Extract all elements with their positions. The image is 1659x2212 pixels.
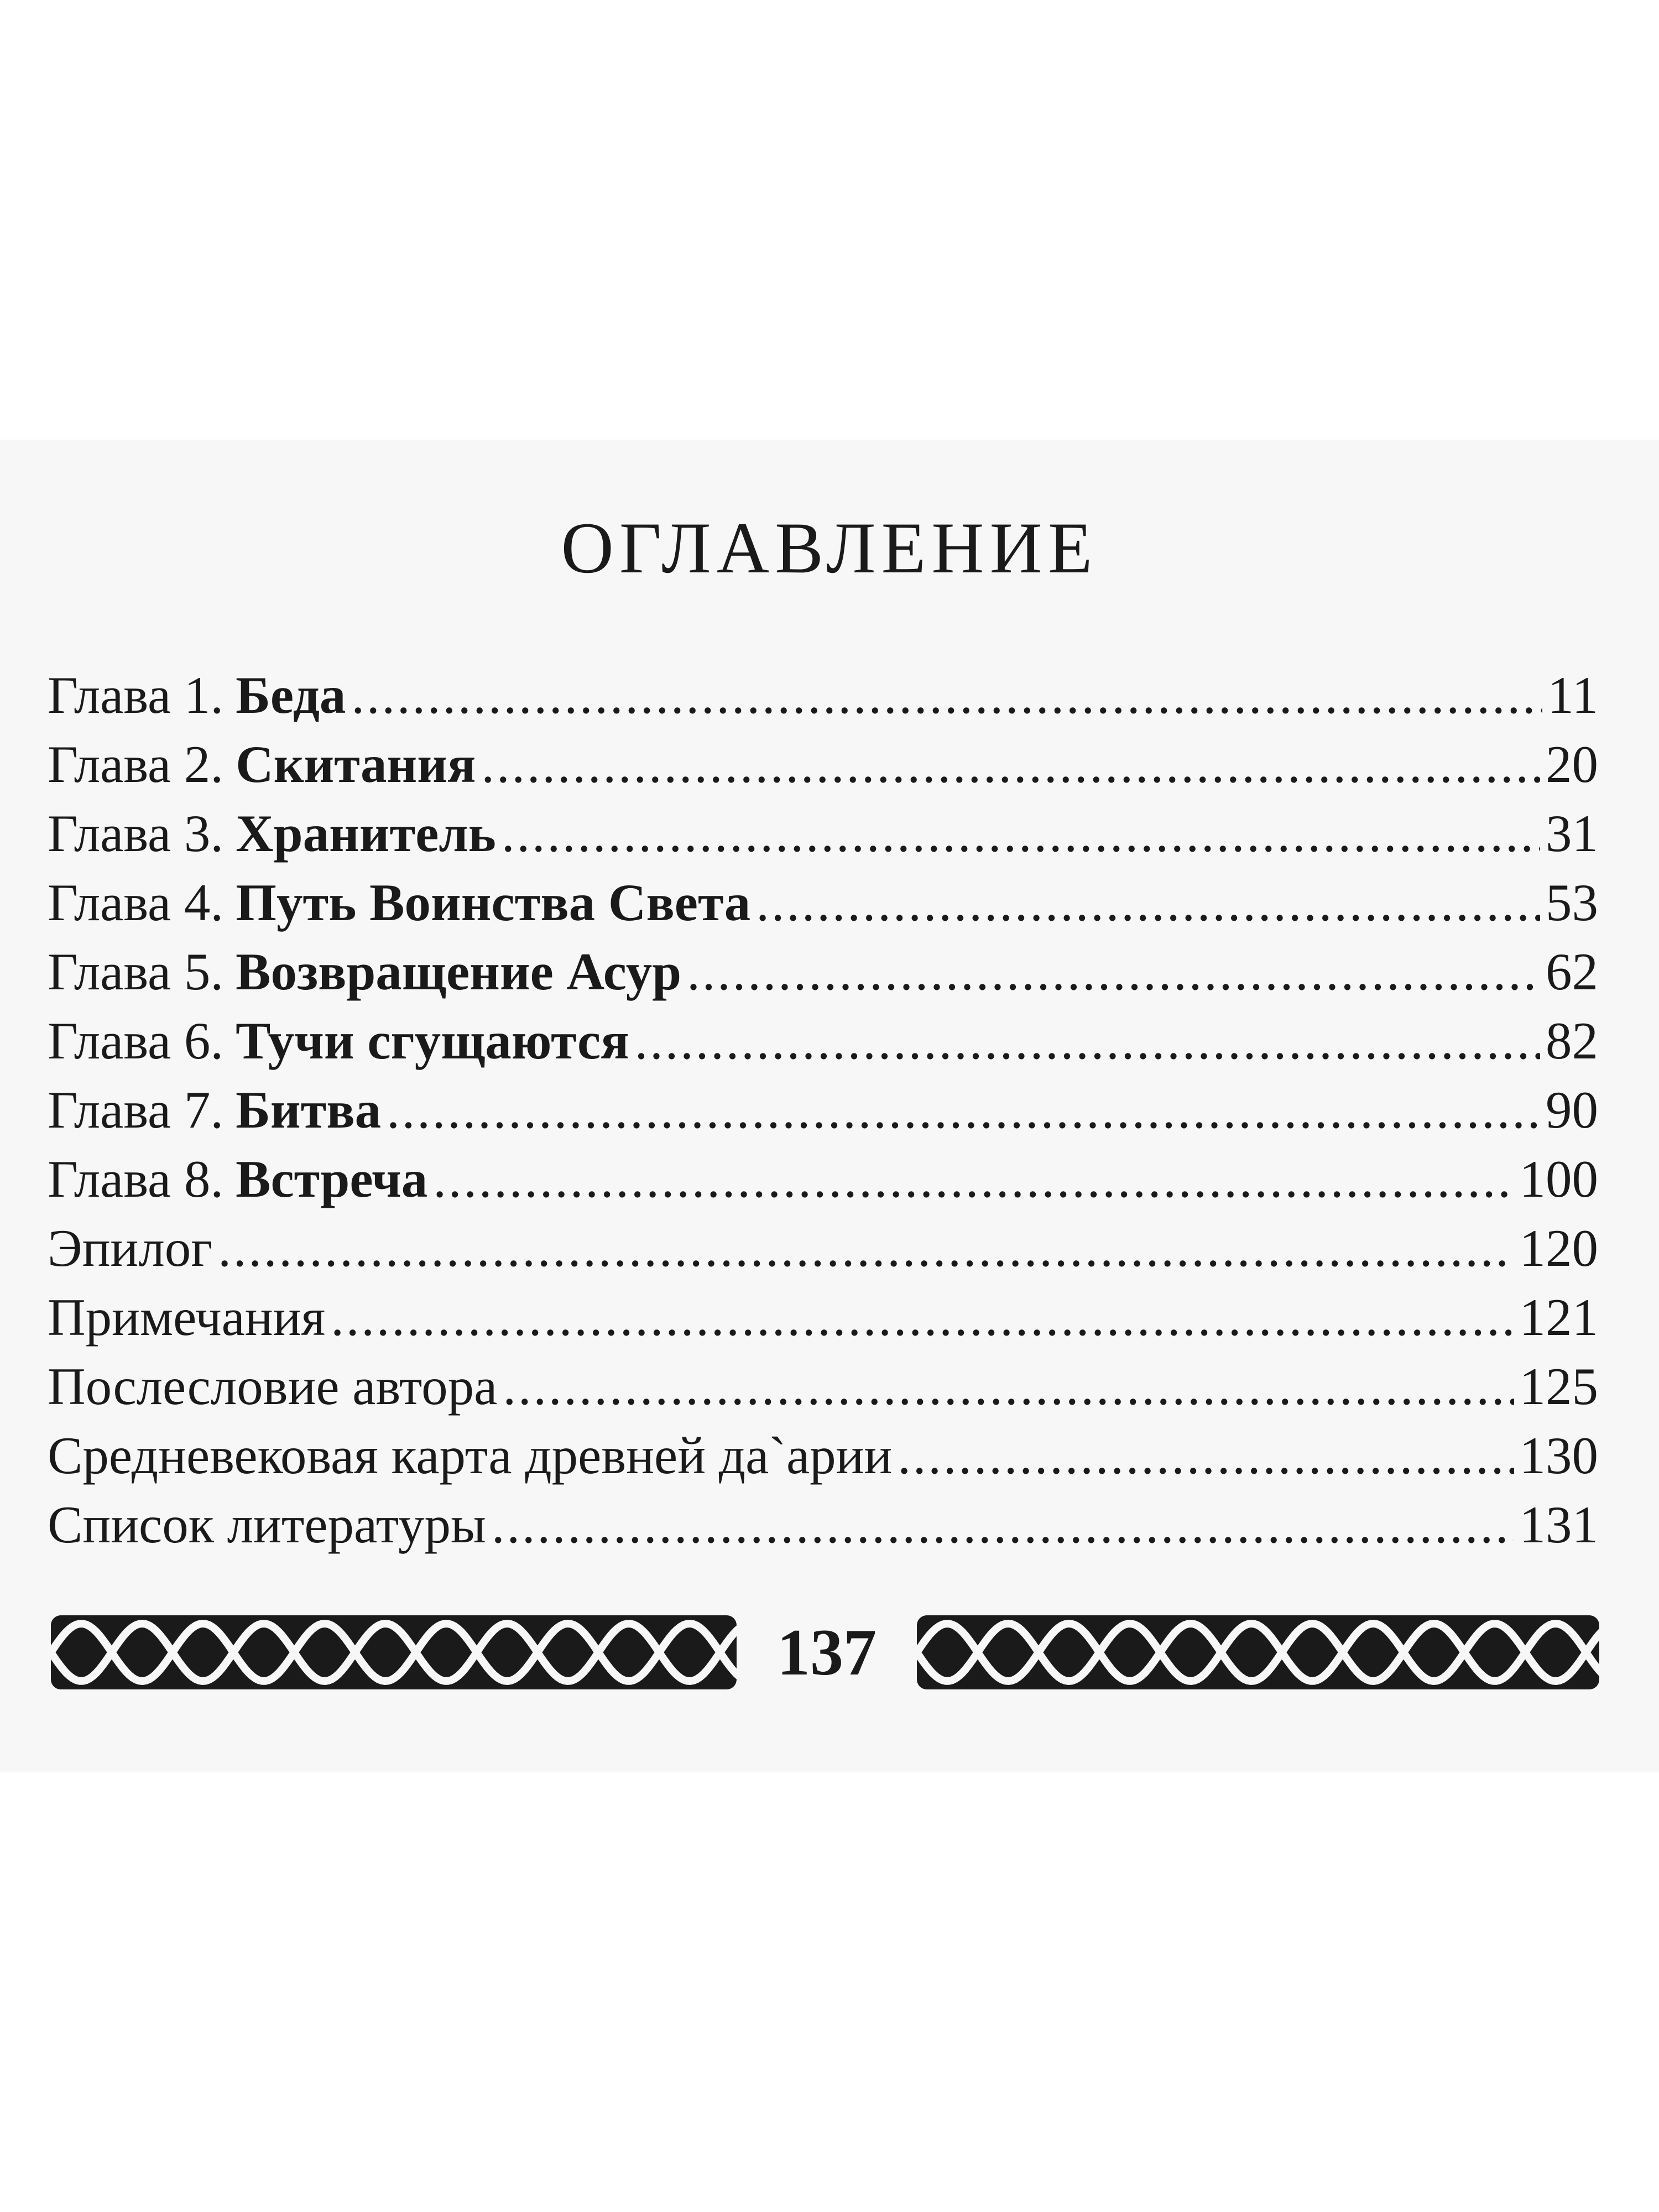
page-number: 137 xyxy=(777,1615,877,1689)
toc-page-number: 82 xyxy=(1546,1011,1598,1070)
toc-title: Беда xyxy=(236,666,346,724)
toc-page-number: 20 xyxy=(1546,735,1598,794)
braided-knot-border-icon xyxy=(917,1611,1599,1694)
toc-leader-dots xyxy=(503,1352,1514,1421)
toc-title: Примечания xyxy=(48,1288,326,1347)
toc-entry xyxy=(48,1214,1598,1283)
toc-page-number: 131 xyxy=(1519,1495,1598,1554)
toc-entry xyxy=(48,1352,1598,1421)
toc-title: Средневековая карта древней да`арии xyxy=(48,1426,893,1485)
toc-entry xyxy=(48,1145,1598,1214)
toc-chapter-number: Глава 8. xyxy=(48,1150,224,1208)
toc-page-number: 53 xyxy=(1546,873,1598,932)
braided-knot-border-icon xyxy=(51,1611,737,1694)
page-footer xyxy=(51,1611,1599,1694)
toc-entry xyxy=(48,1006,1598,1076)
toc-page-number: 130 xyxy=(1519,1426,1598,1485)
toc-title: Встреча xyxy=(236,1150,428,1208)
toc-entry xyxy=(48,868,1598,937)
book-page xyxy=(0,440,1659,1772)
toc-title: Хранитель xyxy=(236,804,496,863)
toc-page-number: 121 xyxy=(1519,1288,1598,1347)
page-heading: ОГЛАВЛЕНИЕ xyxy=(561,507,1098,588)
toc-title: Путь Воинства Света xyxy=(236,873,751,932)
toc-leader-dots xyxy=(687,937,1540,1006)
toc-chapter-number: Глава 2. xyxy=(48,735,224,794)
toc-entry xyxy=(48,799,1598,868)
toc-entry xyxy=(48,730,1598,799)
toc-page-number: 125 xyxy=(1519,1357,1598,1416)
toc-leader-dots xyxy=(481,730,1540,799)
toc-entry xyxy=(48,1421,1598,1490)
toc-page-number: 120 xyxy=(1519,1219,1598,1277)
toc-leader-dots xyxy=(218,1214,1514,1283)
toc-entry xyxy=(48,1490,1598,1559)
toc-leader-dots xyxy=(635,1006,1540,1076)
toc-title: Послесловие автора xyxy=(48,1357,498,1416)
toc-leader-dots xyxy=(387,1076,1540,1145)
toc-chapter-number: Глава 6. xyxy=(48,1011,224,1070)
toc-chapter-number: Глава 3. xyxy=(48,804,224,863)
toc-leader-dots xyxy=(756,868,1540,937)
toc-chapter-number: Глава 5. xyxy=(48,942,224,1001)
toc-entry xyxy=(48,661,1598,730)
toc-leader-dots xyxy=(502,799,1540,868)
table-of-contents xyxy=(48,661,1598,1559)
toc-entry xyxy=(48,1283,1598,1352)
toc-page-number: 100 xyxy=(1519,1150,1598,1208)
toc-title: Возвращение Асур xyxy=(236,942,682,1001)
toc-leader-dots xyxy=(898,1421,1514,1490)
toc-entry xyxy=(48,1076,1598,1145)
toc-title: Битва xyxy=(236,1081,382,1139)
toc-title: Тучи сгущаются xyxy=(236,1011,629,1070)
toc-leader-dots xyxy=(351,661,1542,730)
toc-chapter-number: Глава 7. xyxy=(48,1081,224,1139)
toc-title: Эпилог xyxy=(48,1219,213,1277)
toc-page-number: 31 xyxy=(1546,804,1598,863)
toc-title: Скитания xyxy=(236,735,476,794)
toc-chapter-number: Глава 1. xyxy=(48,666,224,724)
toc-leader-dots xyxy=(492,1490,1514,1559)
toc-chapter-number: Глава 4. xyxy=(48,873,224,932)
toc-entry xyxy=(48,937,1598,1006)
toc-page-number: 11 xyxy=(1547,666,1598,724)
toc-page-number: 90 xyxy=(1546,1081,1598,1139)
toc-leader-dots xyxy=(331,1283,1514,1352)
toc-page-number: 62 xyxy=(1546,942,1598,1001)
toc-title: Список литературы xyxy=(48,1495,486,1554)
toc-leader-dots xyxy=(433,1145,1514,1214)
